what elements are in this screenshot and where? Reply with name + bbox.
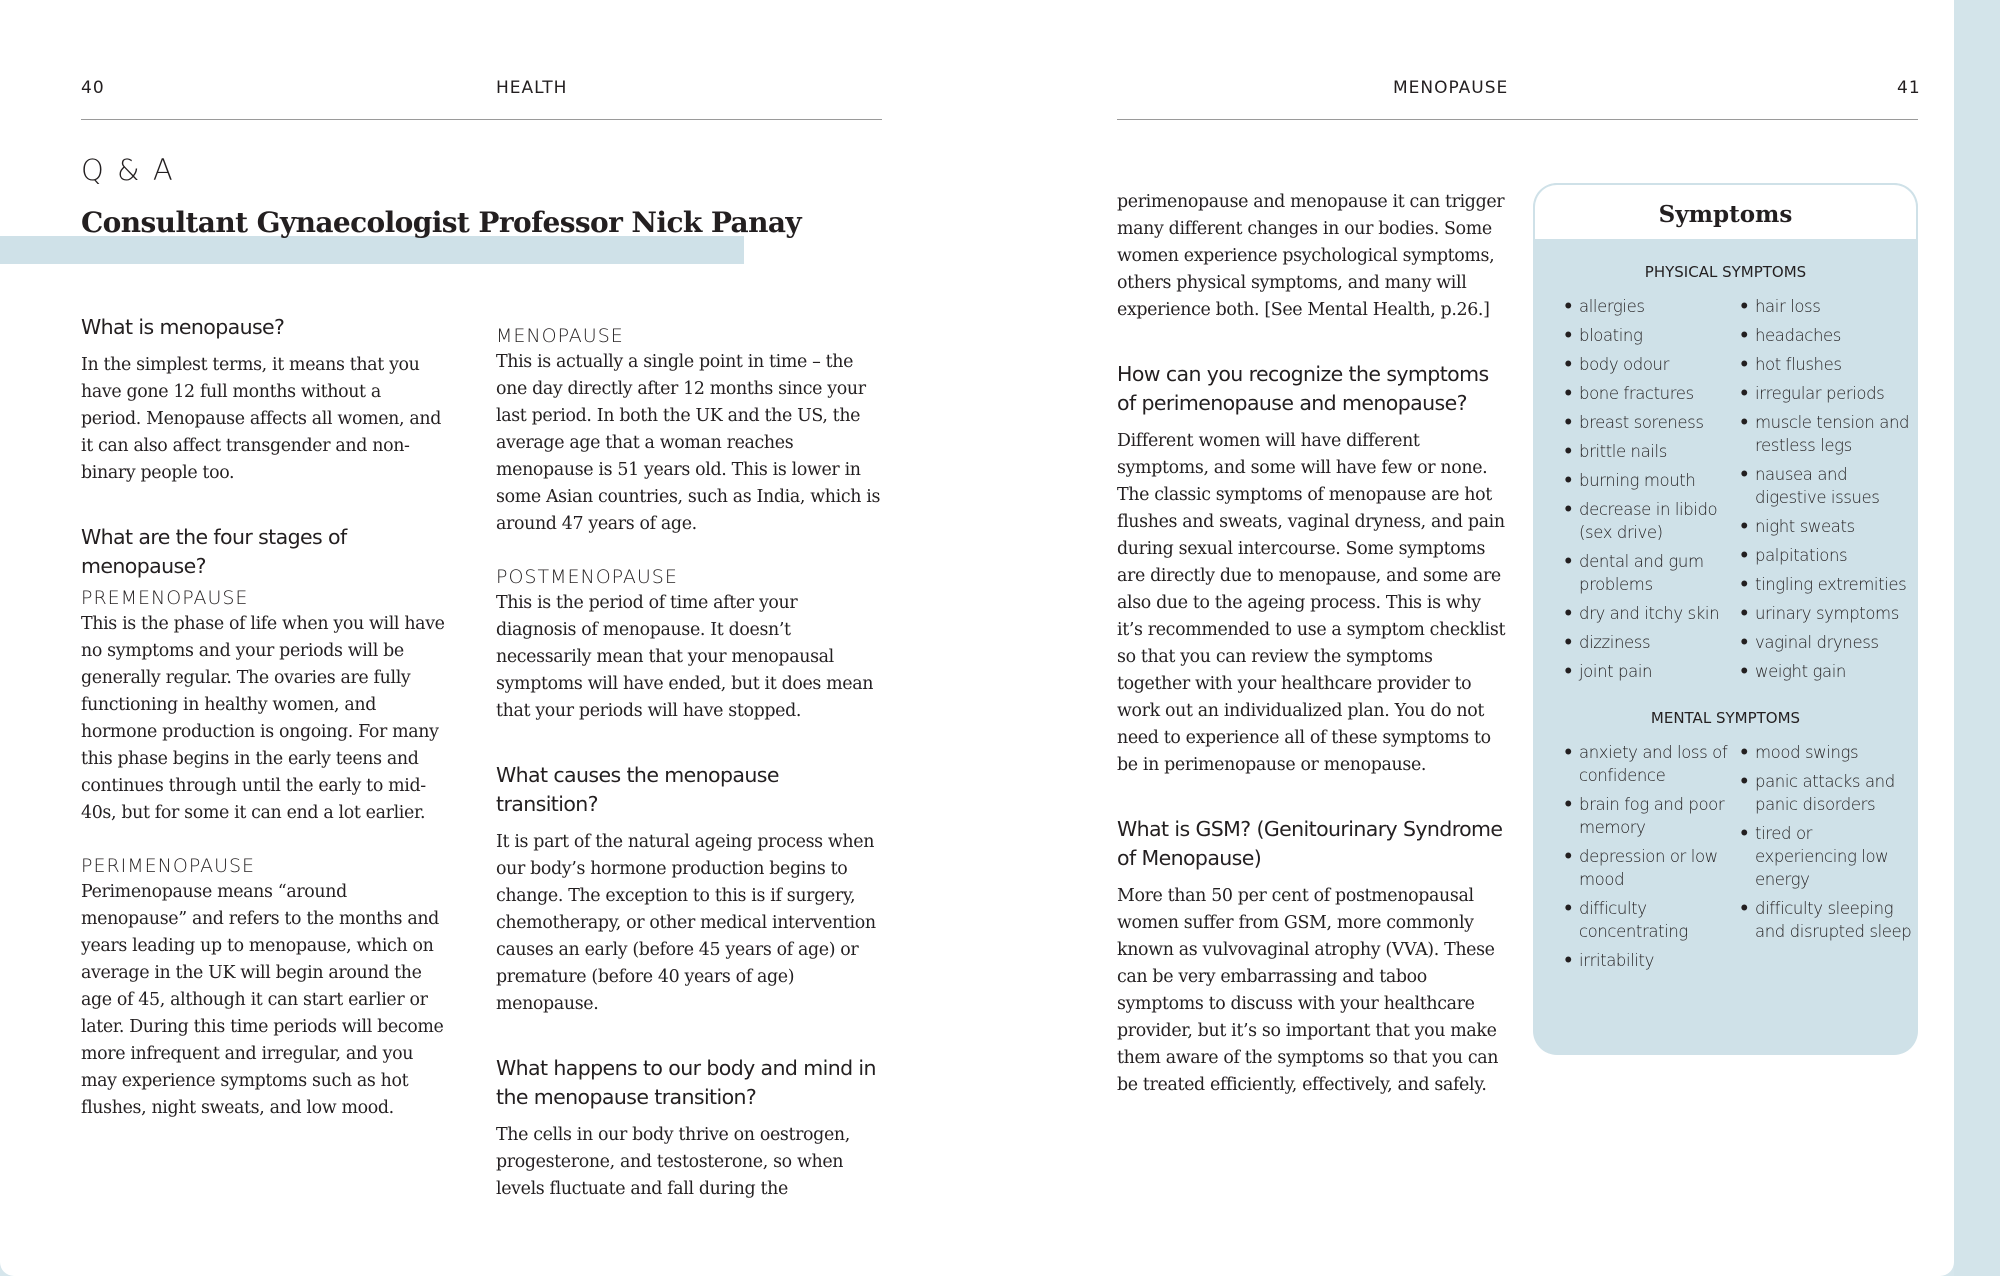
answer-recognize-symptoms: Different women will have different symptoms, and some will have few or none. The classic symptoms of menopause are hot flushes and sweats, vaginal dryness, and pain during sexual intercourse. Some symptoms are directly due to menopause, and some are also due to the ageing process. This is why it’s recommended to use a symptom checklist so that you can review the symptoms together with your healthcare provider to work out an individualized plan. You do not need to experience all of these symptoms to be in perimenopause or menopause. (1117, 431, 1506, 775)
symptom-item: • joint pain (1563, 660, 1739, 683)
mental-symptoms-list-right (1739, 741, 1915, 978)
header-rule-right (1117, 119, 1918, 120)
physical-symptoms-heading: PHYSICAL SYMPTOMS (1644, 263, 1807, 281)
question-what-is-menopause: What is menopause? (81, 315, 285, 339)
symptom-item: • brittle nails (1563, 440, 1739, 463)
heading-premenopause: PREMENOPAUSE (81, 587, 249, 609)
symptom-item: • vaginal dryness (1739, 631, 1915, 654)
symptoms-box-title: Symptoms (1658, 201, 1793, 228)
symptom-item: • tired or experiencing low energy (1739, 822, 1915, 891)
symptoms-box-header (1533, 183, 1918, 239)
symptom-item: • urinary symptoms (1739, 602, 1915, 625)
running-header-right: MENOPAUSE (1393, 78, 1509, 98)
symptom-item: • muscle tension and restless legs (1739, 411, 1915, 457)
symptom-item: • dry and itchy skin (1563, 602, 1739, 625)
question-recognize-symptoms: How can you recognize the symptoms of perimenopause and menopause? (1117, 362, 1489, 415)
symptom-item: • weight gain (1739, 660, 1915, 683)
question-four-stages: What are the four stages of menopause? (81, 525, 347, 578)
article-title: Consultant Gynaecologist Professor Nick Panay (81, 206, 802, 239)
symptom-item: • dental and gum problems (1563, 550, 1739, 596)
symptom-item: • night sweats (1739, 515, 1915, 538)
physical-symptoms-lists (1533, 295, 1918, 689)
text-premenopause: This is the phase of life when you will have no symptoms and your periods will be generally regular. The ovaries are fully functioning in healthy women, and hormone production is ongoing. For many this phase begins in the early teens and continues through until the early to mid-40s, but for some it can end a lot earlier. (81, 614, 445, 823)
symptom-item: • difficulty sleeping and disrupted sleep (1739, 897, 1915, 943)
symptom-item: • nausea and digestive issues (1739, 463, 1915, 509)
page-number-left: 40 (81, 78, 105, 98)
answer-menopause-transition: It is part of the natural ageing process when our body’s hormone production begins to change. The exception to this is if surgery, chemotherapy, or other medical intervention causes an early (before 45 years of age) or premature (before 40 years of age) menopause. (496, 832, 876, 1014)
text-postmenopause: This is the period of time after your diagnosis of menopause. It doesn’t necessarily mean that your menopausal symptoms will have ended, but it does mean that your periods will have stopped. (496, 593, 874, 721)
symptom-item: • decrease in libido (sex drive) (1563, 498, 1739, 544)
mental-symptoms-heading: MENTAL SYMPTOMS (1650, 709, 1801, 727)
symptom-item: • bone fractures (1563, 382, 1739, 405)
symptom-item: • body odour (1563, 353, 1739, 376)
question-what-is-gsm: What is GSM? (Genitourinary Syndrome of Menopause) (1117, 817, 1503, 870)
symptom-item: • headaches (1739, 324, 1915, 347)
symptom-item: • tingling extremities (1739, 573, 1915, 596)
symptom-item: • brain fog and poor memory (1563, 793, 1739, 839)
question-menopause-transition: What causes the menopause transition? (496, 763, 779, 816)
symptom-item: • hair loss (1739, 295, 1915, 318)
header-rule-left (81, 119, 882, 120)
symptom-item: • anxiety and loss of confidence (1563, 741, 1739, 787)
answer-what-is-gsm: More than 50 per cent of postmenopausal women suffer from GSM, more commonly known as vulvovaginal atrophy (VVA). These can be very embarrassing and taboo symptoms to discuss with your healthcare provider, but it’s so important that you make them aware of the symptoms so that you can be treated efficiently, effectively, and safely. (1117, 886, 1499, 1095)
symptom-item: • depression or low mood (1563, 845, 1739, 891)
mental-symptoms-list-left (1563, 741, 1739, 978)
right-column-1 (1117, 189, 1507, 1099)
title-highlight-bar (0, 236, 744, 264)
text-continued: perimenopause and menopause it can trigger many different changes in our bodies. Some women experience psychological symptoms, others physical symptoms, and many will experience both. [See Mental Health, p.26.] (1117, 192, 1505, 320)
qa-label: Q & A (81, 153, 175, 187)
symptom-item: • breast soreness (1563, 411, 1739, 434)
text-menopause: This is actually a single point in time – the one day directly after 12 months since your last period. In both the UK and the US, the average age that a woman reaches menopause is 51 years old. This is lower in some Asian countries, such as India, which is around 47 years of age. (496, 352, 881, 534)
symptom-item: • irregular periods (1739, 382, 1915, 405)
question-body-and-mind: What happens to our body and mind in the menopause transition? (496, 1056, 876, 1109)
answer-what-is-menopause: In the simplest terms, it means that you have gone 12 full months without a period. Menopause affects all women, and it can also affect transgender and non-binary people too. (81, 355, 442, 483)
physical-symptoms-list-right (1739, 295, 1915, 689)
symptom-item: • palpitations (1739, 544, 1915, 567)
running-header-left: HEALTH (496, 78, 568, 98)
symptoms-box (1533, 183, 1918, 1055)
symptom-item: • burning mouth (1563, 469, 1739, 492)
symptom-item: • panic attacks and panic disorders (1739, 770, 1915, 816)
heading-postmenopause: POSTMENOPAUSE (496, 566, 678, 588)
symptom-item: • mood swings (1739, 741, 1915, 764)
left-column-2 (496, 323, 881, 1203)
mental-symptoms-lists (1533, 741, 1918, 978)
heading-menopause: MENOPAUSE (496, 325, 624, 347)
physical-symptoms-list-left (1563, 295, 1739, 689)
symptom-item: • difficulty concentrating (1563, 897, 1739, 943)
left-column-1 (81, 313, 446, 1122)
heading-perimenopause: PERIMENOPAUSE (81, 855, 256, 877)
symptom-item: • bloating (1563, 324, 1739, 347)
symptom-item: • irritability (1563, 949, 1739, 972)
symptom-item: • dizziness (1563, 631, 1739, 654)
symptom-item: • allergies (1563, 295, 1739, 318)
symptom-item: • hot flushes (1739, 353, 1915, 376)
answer-body-and-mind: The cells in our body thrive on oestrogen, progesterone, and testosterone, so when levels fluctuate and fall during the (496, 1125, 850, 1199)
text-perimenopause: Perimenopause means “around menopause” and refers to the months and years leading up to menopause, which on average in the UK will begin around the age of 45, although it can start earlier or later. During this time periods will become more infrequent and irregular, and you may experience symptoms such as hot flushes, night sweats, and low mood. (81, 882, 444, 1118)
page-number-right: 41 (1897, 78, 1921, 98)
page-edge (1954, 0, 2000, 1276)
